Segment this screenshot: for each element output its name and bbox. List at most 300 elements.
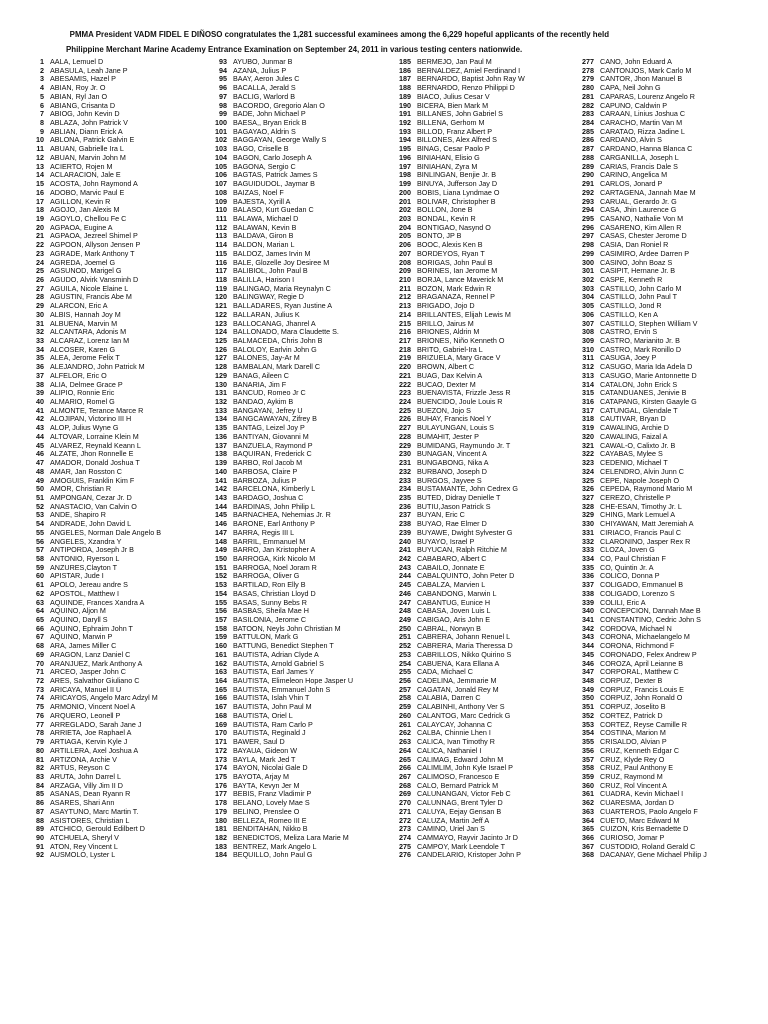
entry-number: 362 (582, 798, 594, 808)
entry-number: 260 (399, 710, 411, 720)
examinee-name: CAPUNO, Caldwin P (600, 100, 668, 110)
entry-number: 301 (582, 266, 594, 276)
examinee-name: CRUZ, Klyde Rey O (600, 754, 665, 764)
entry-number: 274 (399, 832, 411, 842)
examinee-name: AGUILA, Nicole Elaine L (50, 283, 129, 293)
entry-number: 305 (582, 301, 594, 311)
examinee-name: ALOP, Julius Wyne G (50, 423, 119, 433)
examinee-name: CORONADO, Felex Andrew P (600, 649, 697, 659)
entry-number: 71 (36, 667, 44, 677)
examinee-name: CALIMAG, Edward John M (417, 754, 504, 764)
examinee-name: BAGONA, Sergio C (233, 161, 296, 171)
examinee-name: BAGAYAO, Aldrin S (233, 126, 296, 136)
examinee-name: AZANA, Julius P (233, 65, 287, 75)
examinee-name: CARATAO, Rizza Jadine L (600, 126, 685, 136)
entry-number: 203 (399, 213, 411, 223)
examinee-name: AMADOR, Donald Joshua T (50, 458, 140, 468)
examinee-name: ACOSTA, John Raymond A (50, 179, 138, 189)
examinee-name: BANTAG, Leizel Joy P (233, 423, 305, 433)
entry-number: 12 (36, 152, 44, 162)
entry-number: 38 (36, 379, 44, 389)
entry-number: 345 (582, 649, 594, 659)
examinee-name: ALARCON, Eric A (50, 301, 108, 311)
entry-number: 201 (399, 196, 411, 206)
entry-number: 270 (399, 798, 411, 808)
entry-number: 322 (582, 449, 594, 459)
examinee-name: CASA, Jhin Laurence G (600, 205, 677, 215)
examinee-name: AGREDA, Joemel G (50, 257, 116, 267)
entry-number: 102 (215, 135, 227, 145)
examinee-name: ASISTORES, Christian L (50, 815, 130, 825)
entry-number: 76 (36, 710, 44, 720)
examinee-name: CORPUZ, Joselito B (600, 702, 666, 712)
entry-number: 199 (399, 179, 411, 189)
entry-number: 87 (36, 806, 44, 816)
examinee-name: BATOON, Neyls John Christian M (233, 623, 341, 633)
entry-number: 304 (582, 292, 594, 302)
examinee-name: CALUZA, Martin Jeff A (417, 815, 490, 825)
entry-number: 125 (215, 336, 227, 345)
entry-number: 279 (582, 74, 594, 84)
examinee-name: BRIZUELA, Mary Grace V (417, 353, 501, 363)
examinee-name: AMOR, Christian R (50, 484, 112, 494)
entry-number: 244 (399, 571, 411, 581)
examinee-name: BAAY, Aeron Jules C (233, 74, 300, 84)
entry-number: 205 (399, 231, 411, 241)
entry-number: 2 (40, 65, 44, 75)
entry-number: 293 (582, 196, 594, 206)
entry-number: 281 (582, 91, 594, 101)
examinee-name: CARINO, Angelica M (600, 170, 668, 180)
entry-number: 233 (399, 475, 411, 485)
examinee-name: CLARONINO, Jasper Rex R (600, 536, 691, 546)
examinee-name: BAUTISTA, Ram Carlo P (233, 719, 313, 729)
entry-number: 364 (582, 815, 594, 825)
examinee-name: ARTIZONA, Archie V (50, 754, 117, 764)
examinee-name: BARNACHEA, Nehemias Jr. R (233, 510, 331, 520)
examinee-name: CALICA, Ivan Timothy R (417, 737, 495, 747)
examinee-name: CASTILLO, John Carlo M (600, 283, 682, 293)
examinee-name: BALINGWAY, Regie D (233, 292, 304, 302)
examinee-name: COSTINA, Marion M (600, 728, 666, 738)
examinee-name: BAESA,, Bryan Erick B (233, 118, 307, 128)
entry-number: 60 (36, 571, 44, 581)
entry-number: 300 (582, 257, 594, 267)
examinee-name: BENEDICTOS, Meliza Lara Marie M (233, 832, 349, 842)
examinee-name: CABAILO, Jonnate E (417, 562, 485, 572)
entry-number: 211 (399, 283, 411, 293)
examinee-name: BICERA, Bien Mark M (417, 100, 489, 110)
examinee-name: BUYAO, Rae Elmer D (417, 519, 487, 529)
examinee-name: CARACHO, Martin Van M (600, 118, 683, 128)
examinee-name: ARMONIO, Vincent Noel A (50, 702, 136, 712)
examinee-name: BAIZAS, Noel F (233, 187, 284, 197)
examinee-name: CASUGO, Maria Ida Adela D (600, 362, 693, 372)
entry-number: 269 (399, 789, 411, 799)
examinee-name: CORONA, Richmond F (600, 641, 675, 651)
examinee-name: BOZON, Mark Edwin R (417, 283, 492, 293)
entry-number: 14 (36, 170, 44, 180)
entry-number: 277 (582, 57, 594, 66)
entry-number: 271 (399, 806, 411, 816)
entry-number: 321 (582, 440, 594, 450)
entry-number: 10 (36, 135, 44, 145)
entry-number: 356 (582, 745, 594, 755)
entry-number: 299 (582, 248, 594, 258)
examinee-name: CALABINHI, Anthony Ver S (417, 702, 505, 712)
examinee-name: ANTIPORDA, Joseph Jr B (50, 545, 134, 555)
entry-number: 36 (36, 362, 44, 372)
entry-number: 282 (582, 100, 594, 110)
entry-number: 115 (215, 248, 227, 258)
entry-number: 111 (215, 213, 227, 223)
entry-number: 326 (582, 484, 594, 494)
entry-number: 176 (215, 780, 227, 790)
entry-number: 344 (582, 641, 594, 651)
examinee-name: BOOC, Alexis Ken B (417, 240, 483, 250)
examinee-name: ALTOVAR, Lorraine Klein M (50, 431, 139, 441)
examinee-name: AMPONGAN, Cezar Jr. D (50, 492, 132, 502)
entry-number: 265 (399, 754, 411, 764)
entry-number: 177 (215, 789, 227, 799)
examinee-name: BERNALDEZ, Amiel Ferdinand I (417, 65, 521, 75)
examinee-name: BARROGA, Noel Joram R (233, 562, 317, 572)
examinee-name: CALANTOG, Marc Cedrick G (417, 710, 511, 720)
examinee-name: BAUTISTA, John Paul M (233, 702, 312, 712)
entry-number: 31 (36, 318, 44, 328)
examinee-name: BARRO, Jan Kristopher A (233, 545, 316, 555)
entry-number: 297 (582, 231, 594, 241)
examinee-name: BALLOCANAG, Jhanrel A (233, 318, 316, 328)
examinee-name: ARCEO, Jasper John C (50, 667, 126, 677)
entry-number: 219 (399, 353, 411, 363)
entry-number: 128 (215, 362, 227, 372)
entry-number: 105 (215, 161, 227, 171)
examinee-name: BACALLA, Jerald S (233, 83, 296, 93)
examinee-name: AYUBO, Junmar B (233, 57, 293, 66)
examinee-name: AQUINO, Aljon M (50, 606, 106, 616)
entry-number: 141 (215, 475, 227, 485)
entry-number: 230 (399, 449, 411, 459)
examinee-name: BASAS, Christian Lloyd D (233, 588, 316, 598)
entry-number: 248 (399, 606, 411, 616)
entry-number: 23 (36, 248, 44, 258)
examinee-name: BATTUNG, Benedict Stephen T (233, 641, 334, 651)
examinee-name: BELANO, Lovely Mae S (233, 798, 310, 808)
examinee-name: ATON, Rey Vincent L (50, 841, 118, 851)
entry-number: 328 (582, 501, 594, 511)
examinee-name: CAMMAYO, Rayvir Jacinto Jr D (417, 832, 518, 842)
entry-number: 172 (215, 745, 227, 755)
entry-number: 324 (582, 466, 594, 476)
entry-number: 350 (582, 693, 594, 703)
examinee-name: BARROGA, Kirk Nicolo M (233, 553, 316, 563)
examinee-name: BUNGABONG, Nika A (417, 458, 489, 468)
examinee-name: BARRIL, Emmanuel M (233, 536, 306, 546)
entry-number: 16 (36, 187, 44, 197)
examinee-name: CAWALING, Archie D (600, 423, 669, 433)
entry-number: 231 (399, 458, 411, 468)
entry-number: 118 (215, 274, 227, 284)
examinee-name: BUMAHIT, Jester P (417, 431, 479, 441)
entry-number: 229 (399, 440, 411, 450)
entry-number: 294 (582, 205, 594, 215)
entry-number: 320 (582, 431, 594, 441)
examinee-name: CASIMIRO, Ardee Darren P (600, 248, 690, 258)
entry-number: 49 (36, 475, 44, 485)
examinee-name: DACANAY, Gene Michael Philip J (600, 850, 707, 860)
examinee-name: ANASTACIO, Van Calvin O (50, 501, 137, 511)
entry-number: 194 (399, 135, 411, 145)
examinee-name: ANDE, Shapiro R (50, 510, 106, 520)
entry-number: 109 (215, 196, 227, 206)
entry-number: 238 (399, 519, 411, 529)
examinee-name: AUSMOLO, Lyster L (50, 850, 116, 860)
entry-number: 273 (399, 824, 411, 834)
examinee-name: ALEJANDRO, John Patrick M (50, 362, 145, 372)
examinee-name: BELLEZA, Romeo III E (233, 815, 307, 825)
examinee-name: CABANTUG, Eunice H (417, 597, 491, 607)
entry-number: 64 (36, 606, 44, 616)
entry-number: 234 (399, 484, 411, 494)
entry-number: 290 (582, 170, 594, 180)
entry-number: 27 (36, 283, 44, 293)
entry-number: 295 (582, 213, 594, 223)
examinee-name: ALZATE, Jhon Ronnelle E (50, 449, 134, 459)
examinee-name: BAJESTA, Xyrill A (233, 196, 291, 206)
entry-number: 330 (582, 519, 594, 529)
examinee-name: ARTILLERA, Axel Joshua A (50, 745, 139, 755)
entry-number: 119 (215, 283, 227, 293)
examinee-name: CANTOR, Jhon Manuel B (600, 74, 683, 84)
examinee-name: BUSTAMANTE, John Cedrex G (417, 484, 518, 494)
entry-number: 196 (399, 152, 411, 162)
examinee-name: BOLLON, Jone B (417, 205, 473, 215)
entry-number: 117 (215, 266, 227, 276)
entry-number: 216 (399, 327, 411, 337)
examinee-name: BALILLA, Harison I (233, 274, 295, 284)
entry-number: 338 (582, 588, 594, 598)
entry-number: 239 (399, 527, 411, 537)
examinee-name: BANZUELA, Raymond P (233, 440, 313, 450)
examinee-name: BURGOS, Jayvee S (417, 475, 482, 485)
examinee-name: CEPEDA, Raymond Mario M (600, 484, 693, 494)
entry-number: 257 (399, 684, 411, 694)
examinee-name: CALBA, Chinnie Lhen I (417, 728, 491, 738)
entry-number: 342 (582, 623, 594, 633)
examinee-name: CALUNNAG, Brent Tyler D (417, 798, 503, 808)
examinee-name: CRUZ, Paul Anthony E (600, 763, 674, 773)
entry-number: 319 (582, 423, 594, 433)
entry-number: 28 (36, 292, 44, 302)
entry-number: 55 (36, 527, 44, 537)
entry-number: 323 (582, 458, 594, 468)
examinee-name: BAUTISTA, Reginald J (233, 728, 306, 738)
examinee-name: ARZAGA, Villy Jim II D (50, 780, 123, 790)
examinee-name: ALCOSER, Karen G (50, 344, 116, 354)
examinee-name: AGPAOA, Eugine A (50, 222, 113, 232)
entry-number: 315 (582, 388, 594, 398)
examinee-name: CASTILLO, Jond R (600, 301, 662, 311)
examinee-name: BARDINAS, John Philip L (233, 501, 315, 511)
examinee-name: AGSUNOD, Marigel G (50, 266, 122, 276)
examinee-name: BARDAGO, Joshua C (233, 492, 304, 502)
examinee-name: ARANJUEZ, Mark Anthony A (50, 658, 143, 668)
examinee-name: BAYAUA, Gideon W (233, 745, 298, 755)
entry-number: 287 (582, 144, 594, 154)
examinee-name: AGOJO, Jan Alexis M (50, 205, 120, 215)
entry-number: 146 (215, 519, 227, 529)
examinee-name: CALUYA, Eejay Gensan B (417, 806, 502, 816)
entry-number: 24 (36, 257, 44, 267)
examinee-name: ABIANG, Crisanta D (50, 100, 116, 110)
entry-number: 253 (399, 649, 411, 659)
examinee-name: CATANDUANES, Jenivie B (600, 388, 687, 398)
entry-number: 72 (36, 676, 44, 686)
examinee-name: ABESAMIS, Hazel P (50, 74, 116, 84)
examinee-name: ASANAS, Dean Ryann R (50, 789, 131, 799)
entry-number: 75 (36, 702, 44, 712)
entry-number: 144 (215, 501, 227, 511)
examinee-name: CAPA, Neil John G (600, 83, 661, 93)
examinee-name: BUYAWE, Dwight Sylvester G (417, 527, 513, 537)
examinee-name: BRIONES, Aldrin M (417, 327, 480, 337)
examinee-name: BUYAYO, Israel P (417, 536, 475, 546)
entry-number: 106 (215, 170, 227, 180)
entry-number: 120 (215, 292, 227, 302)
examinee-name: ALEA, Jerome Felix T (50, 353, 120, 363)
examinee-name: CAMINO, Uriel Jan S (417, 824, 485, 834)
entry-number: 240 (399, 536, 411, 546)
examinee-name: ABUAN, Marvin John M (50, 152, 126, 162)
entry-number: 124 (215, 327, 227, 337)
entry-number: 90 (36, 832, 44, 842)
examinee-name: BINIAHAN, Elisio G (417, 152, 480, 162)
examinee-name: BASBAS, Sheila Mae H (233, 606, 309, 616)
entry-number: 227 (399, 423, 411, 433)
examinee-name: CANTONJOS, Mark Carlo M (600, 65, 692, 75)
entry-number: 191 (399, 109, 411, 119)
examinee-name: BARONE, Earl Anthony P (233, 519, 315, 529)
entry-number: 56 (36, 536, 44, 546)
entry-number: 157 (215, 615, 227, 624)
entry-number: 221 (399, 370, 411, 380)
entry-number: 366 (582, 832, 594, 842)
examinee-name: BANCUD, Romeo Jr C (233, 388, 306, 398)
entry-number: 215 (399, 318, 411, 328)
entry-number: 226 (399, 414, 411, 424)
entry-number: 98 (219, 100, 227, 110)
examinee-name: BALDOZ, James Irvin M (233, 248, 311, 258)
entry-number: 136 (215, 431, 227, 441)
entry-number: 52 (36, 501, 44, 511)
examinee-name: ABIAN, Ryl Jan O (50, 91, 108, 101)
examinee-name: ALCANTARA, Adonis M (50, 327, 127, 337)
entry-number: 249 (399, 615, 411, 624)
examinee-name: BAYON, Nicolai Gale D (233, 763, 308, 773)
entry-number: 59 (36, 562, 44, 572)
examinee-name: ALVAREZ, Reynald Keann L (50, 440, 141, 450)
entry-number: 174 (215, 763, 227, 773)
entry-number: 15 (36, 179, 44, 189)
examinee-name: CIRIACO, Francis Paul C (600, 527, 682, 537)
entry-number: 168 (215, 710, 227, 720)
entry-number: 188 (399, 83, 411, 93)
entry-number: 112 (215, 222, 227, 232)
examinee-name: BERMEJO, Jan Paul M (417, 57, 492, 66)
examinee-name: CLOZA, Joven G (600, 545, 655, 555)
examinee-name: BINIAHAN, Zyra M (417, 161, 478, 171)
entry-number: 99 (219, 109, 227, 119)
entry-number: 3 (40, 74, 44, 84)
examinee-name: AGUSTIN, Francis Abe M (50, 292, 132, 302)
examinee-name: BERNARDO, Baptist John Ray W (417, 74, 525, 84)
examinee-name: BANGAYAN, Jefrey U (233, 405, 303, 415)
entry-number: 272 (399, 815, 411, 825)
examinee-name: BEBIS, Franz Vladimir P (233, 789, 312, 799)
entry-number: 245 (399, 580, 411, 590)
entry-number: 34 (36, 344, 44, 354)
examinee-name: BRIONES, Niño Kenneth O (417, 336, 505, 345)
entry-number: 303 (582, 283, 594, 293)
examinee-name: BASAS, Sunny Bebs R (233, 597, 307, 607)
entry-number: 53 (36, 510, 44, 520)
entry-number: 138 (215, 449, 227, 459)
entry-number: 162 (215, 658, 227, 668)
entry-number: 96 (219, 83, 227, 93)
examinee-name: ASAYTUNO, Marc Martin T. (50, 806, 139, 816)
entry-number: 247 (399, 597, 411, 607)
entry-number: 283 (582, 109, 594, 119)
entry-number: 280 (582, 83, 594, 93)
entry-number: 251 (399, 632, 411, 642)
entry-number: 241 (399, 545, 411, 555)
examinee-name: CASANO, Nathalie Von M (600, 213, 684, 223)
examinee-name: CEPE, Napole Joseph O (600, 475, 680, 485)
examinee-name: COLILI, Eric A (600, 597, 646, 607)
entry-number: 6 (40, 100, 44, 110)
examinee-name: APOSTOL, Matthew I (50, 588, 119, 598)
examinee-name: CRUZ, Rol Vincent A (600, 780, 667, 790)
entry-number: 131 (215, 388, 227, 398)
examinee-name: CAUTIVAR, Bryan D (600, 414, 666, 424)
examinee-name: BAGUIDUDOL, Jaymar B (233, 179, 315, 189)
examinee-name: CASPE, Kenneth R (600, 274, 663, 284)
entry-number: 169 (215, 719, 227, 729)
examinee-name: BAMBALAN, Mark Darell C (233, 362, 321, 372)
entry-number: 104 (215, 152, 227, 162)
entry-number: 83 (36, 771, 44, 781)
entry-number: 127 (215, 353, 227, 363)
examinee-name: BERNARDO, Renzo Philippi D (417, 83, 515, 93)
examinee-name: BALOLOY, Earlvin John G (233, 344, 317, 354)
entry-number: 45 (36, 440, 44, 450)
examinee-name: BULAYUNGAN, Louis S (417, 423, 494, 433)
examinee-name: BAQUIRAN, Frederick C (233, 449, 312, 459)
entry-number: 33 (36, 336, 44, 345)
entry-number: 94 (219, 65, 227, 75)
examinee-name: BUMIDANG, Raymundo Jr. T (417, 440, 511, 450)
examinee-name: BONTIGAO, Nasynd O (417, 222, 491, 232)
entry-number: 341 (582, 615, 594, 624)
examinee-name: AGUDO, Alvirk Vansminh D (50, 274, 139, 284)
entry-number: 135 (215, 423, 227, 433)
entry-number: 246 (399, 588, 411, 598)
examinee-name: BUYUCAN, Ralph Ritchie M (417, 545, 507, 555)
entry-number: 202 (399, 205, 411, 215)
entry-number: 298 (582, 240, 594, 250)
examinee-name: BAGO, Criselle B (233, 144, 289, 154)
